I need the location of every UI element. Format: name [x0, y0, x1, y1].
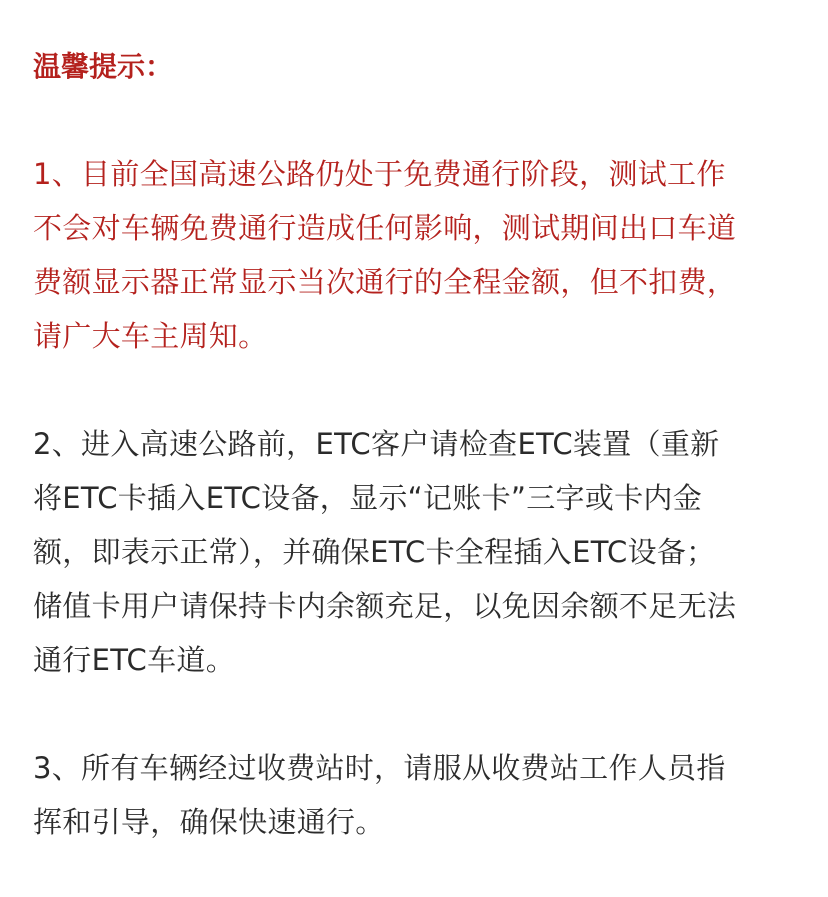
- paragraph-1-line-3: 费额显示器正常显示当次通行的全程金额，但不扣费，: [33, 265, 737, 299]
- paragraph-1-line-1: 1、目前全国高速公路仍处于免费通行阶段，测试工作: [33, 157, 726, 191]
- notice-paragraph-1: [33, 147, 795, 363]
- notice-paragraph-3: [33, 741, 795, 849]
- paragraph-2-line-5: 通行ETC车道。: [33, 643, 235, 677]
- notice-heading: 温馨提示：: [33, 50, 174, 83]
- paragraph-3-line-2: 挥和引导，确保快速通行。: [33, 805, 385, 839]
- paragraph-1-line-2: 不会对车辆免费通行造成任何影响，测试期间出口车道: [33, 211, 737, 245]
- paragraph-2-line-4: 储值卡用户请保持卡内余额充足，以免因余额不足无法: [33, 589, 737, 623]
- paragraph-2-line-1: 2、进入高速公路前，ETC客户请检查ETC装置（重新: [33, 427, 720, 461]
- notice-paragraph-2: [33, 417, 795, 687]
- paragraph-3-line-1: 3、所有车辆经过收费站时，请服从收费站工作人员指: [33, 751, 726, 785]
- paragraph-2-line-2: 将ETC卡插入ETC设备，显示“记账卡”三字或卡内金: [33, 481, 703, 515]
- paragraph-1-line-4: 请广大车主周知。: [33, 319, 268, 353]
- paragraph-2-line-3: 额，即表示正常），并确保ETC卡全程插入ETC设备；: [33, 535, 716, 569]
